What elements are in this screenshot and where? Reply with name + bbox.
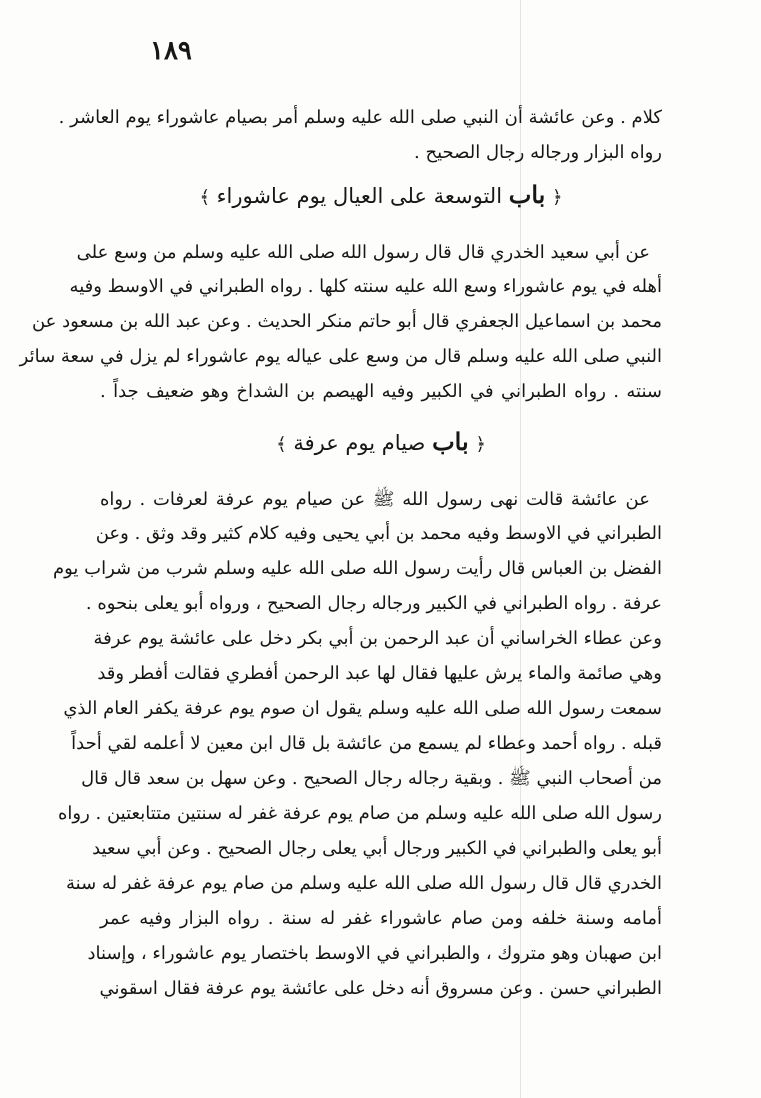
section-heading xyxy=(100,425,662,463)
text-line: أمامه وسنة خلفه ومن صام عاشوراء غفر له سنة . رواه البزار وفيه عمر xyxy=(100,908,662,929)
heading-bab-label: باب xyxy=(432,427,469,456)
ornament-bracket-open: ﴿ xyxy=(475,434,486,455)
text-line: كلام . وعن عائشة أن النبي صلى الله عليه وسلم أمر بصيام عاشوراء يوم العاشر . xyxy=(58,107,662,128)
ornament-bracket-close: ﴾ xyxy=(276,434,287,455)
heading-bab-label: باب xyxy=(508,180,546,209)
text-line: الطبراني في الاوسط وفيه محمد بن أبي يحيى وفيه كلام كثير وقد وثق . وعن xyxy=(95,523,662,544)
text-line: رواه البزار ورجاله رجال الصحيح . xyxy=(414,142,662,163)
text-line: الفضل بن العباس قال رأيت رسول الله صلى الله عليه وسلم شرب من شراب يوم xyxy=(52,558,662,579)
section-heading xyxy=(100,178,662,216)
heading-title: التوسعة على العيال يوم عاشوراء xyxy=(216,184,503,208)
ornament-bracket-close: ﴾ xyxy=(199,187,210,208)
text-line: أبو يعلى والطبراني في الكبير ورجال أبي يعلى رجال الصحيح . وعن أبي سعيد xyxy=(92,838,662,859)
text-line: سمعت رسول الله صلى الله عليه وسلم يقول ان صوم يوم عرفة يكفر العام الذي xyxy=(63,698,662,719)
ornament-bracket-open: ﴿ xyxy=(552,187,563,208)
text-line: الطبراني حسن . وعن مسروق أنه دخل على عائشة يوم عرفة فقال اسقوني xyxy=(99,978,662,999)
text-line: عن أبي سعيد الخدري قال قال رسول الله صلى الله عليه وسلم من وسع على xyxy=(76,242,650,263)
text-line: من أصحاب النبي ﷺ . وبقية رجاله رجال الصحيح . وعن سهل بن سعد قال قال xyxy=(81,768,662,789)
text-line: عرفة . رواه الطبراني في الكبير ورجاله رجال الصحيح ، ورواه أبو يعلى بنحوه . xyxy=(85,593,662,614)
text-line: ابن صهبان وهو متروك ، والطبراني في الاوسط باختصار يوم عاشوراء ، وإسناد xyxy=(87,943,662,964)
heading-title: صيام يوم عرفة xyxy=(293,431,426,455)
text-line: سنته . رواه الطبراني في الكبير وفيه الهيصم بن الشداخ وهو ضعيف جداً . xyxy=(100,381,662,402)
page-number: ١٨٩ xyxy=(150,36,192,66)
text-line: وهي صائمة والماء يرش عليها فقال لها عبد الرحمن أفطري فقالت أفطر وقد xyxy=(97,663,662,684)
text-line: محمد بن اسماعيل الجعفري قال أبو حاتم منكر الحديث . وعن عبد الله بن مسعود عن xyxy=(31,311,662,332)
text-line: عن عائشة قالت نهى رسول الله ﷺ عن صيام يوم عرفة لعرفات . رواه xyxy=(100,489,650,510)
text-line: أهله في يوم عاشوراء وسع الله عليه سنته كلها . رواه الطبراني في الاوسط وفيه xyxy=(69,276,662,297)
text-line: النبي صلى الله عليه وسلم قال من وسع على عياله يوم عاشوراء لم يزل في سعة سائر xyxy=(19,346,662,367)
text-line: وعن عطاء الخراساني أن عبد الرحمن بن أبي بكر دخل على عائشة يوم عرفة xyxy=(93,628,662,649)
text-line: قبله . رواه أحمد وعطاء لم يسمع من عائشة بل قال ابن معين لا أعلمه لقي أحداً xyxy=(71,733,662,754)
text-line: رسول الله صلى الله عليه وسلم من صام يوم عرفة غفر له سنتين متتابعتين . رواه xyxy=(58,803,662,824)
text-line: الخدري قال قال رسول الله صلى الله عليه وسلم من صام يوم عرفة غفر له سنة xyxy=(66,873,662,894)
